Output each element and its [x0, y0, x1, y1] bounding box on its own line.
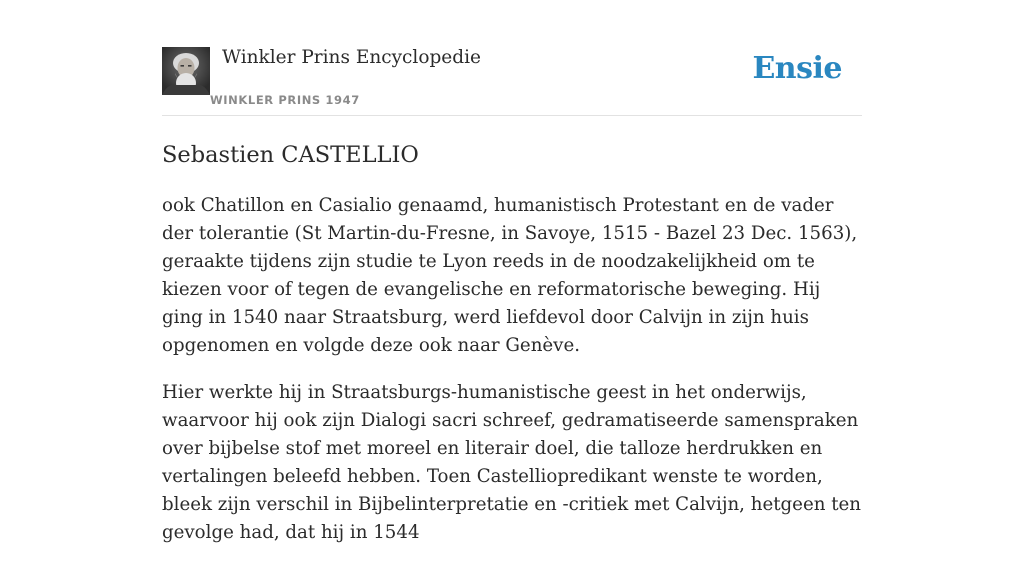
article-paragraph-2: Hier werkte hij in Straatsburgs-humanistische geest in het onderwijs, waarvoor hij ook zijn Dialogi sacri schreef, gedramatiseerde samenspraken over bijbelse stof met moreel en literair doel, die talloze herdrukken en vertalingen beleefd hebben. Toen Castelliopredikant wenste te worden, bleek zijn verschil in Bijbelinterpretatie en -critiek met Calvijn, hetgeen ten gevolge had, dat hij in 1544: [162, 382, 861, 543]
brand-logo[interactable]: Ensie: [752, 51, 842, 86]
article-title: Sebastien CASTELLIO: [162, 142, 419, 168]
source-header: [162, 46, 862, 116]
article-body: [162, 192, 862, 566]
source-title[interactable]: Winkler Prins Encyclopedie: [222, 47, 481, 68]
article-paragraph-1: ook Chatillon en Casialio genaamd, humanistisch Protestant en de vader der tolerantie (St Martin-du-Fresne, in Savoye, 1515 - Bazel 23 Dec. 1563), geraakte tijdens zijn studie te Lyon reeds in de noodzakelijkheid om te kiezen voor of tegen de evangelische en reformatorische beweging. Hij ging in 1540 naar Straatsburg, werd liefdevol door Calvijn in zijn huis opgenomen en volgde deze ook naar Genève.: [162, 195, 858, 356]
source-label[interactable]: WINKLER PRINS 1947: [210, 93, 360, 107]
portrait-photo-icon: [162, 47, 210, 95]
source-avatar[interactable]: [162, 47, 210, 95]
